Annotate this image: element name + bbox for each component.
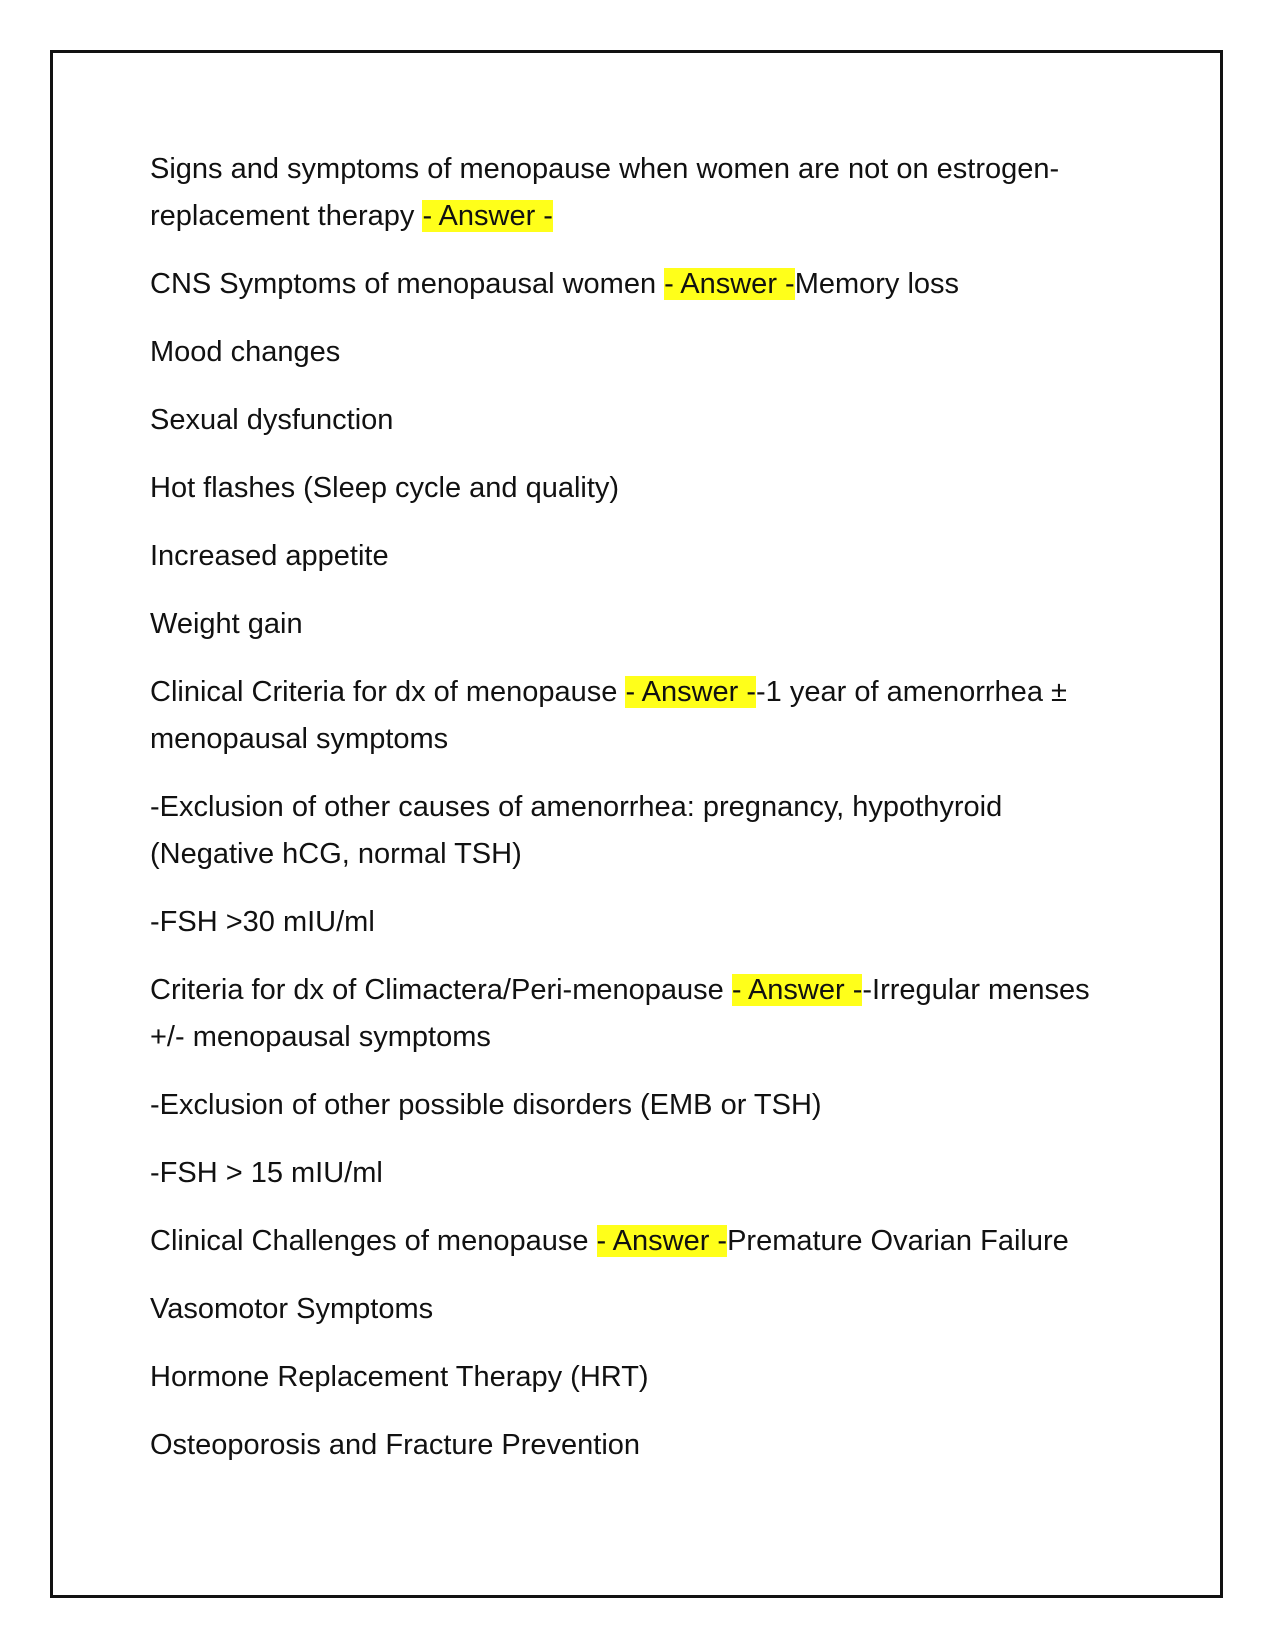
list-item: [150, 1082, 1130, 1129]
paragraph-text: -Exclusion of other causes of amenorrhea: pregnancy, hypothyroid (Negative hCG, normal TSH): [150, 791, 1003, 870]
answer-highlight: - Answer -: [422, 200, 553, 232]
paragraph-text: Increased appetite: [150, 540, 389, 572]
answer-highlight: - Answer -: [664, 268, 795, 300]
document-body: [150, 146, 1130, 1490]
list-item: [150, 601, 1130, 648]
paragraph-text: Vasomotor Symptoms: [150, 1293, 434, 1325]
answer-highlight: - Answer -: [625, 676, 757, 708]
list-item: [150, 1286, 1130, 1333]
paragraph-text: Mood changes: [150, 336, 341, 368]
paragraph-text: Clinical Challenges of menopause: [150, 1225, 597, 1257]
paragraph-text: -FSH > 15 mIU/ml: [150, 1157, 383, 1189]
list-item: [150, 533, 1130, 580]
paragraph-text: -Exclusion of other possible disorders (EMB or TSH): [150, 1089, 822, 1121]
paragraph-clinical-challenges: [150, 1218, 1130, 1265]
paragraph-perimenopause-criteria: [150, 967, 1130, 1061]
paragraph-text: Sexual dysfunction: [150, 404, 394, 436]
paragraph-text: Premature Ovarian Failure: [727, 1225, 1069, 1257]
list-item: [150, 1354, 1130, 1401]
paragraph-text: Hot flashes (Sleep cycle and quality): [150, 472, 620, 504]
list-item: [150, 784, 1130, 878]
paragraph-text: Signs and symptoms of menopause when women are not on estrogen-replacement therapy: [150, 153, 1060, 232]
paragraph-text: Memory loss: [794, 268, 960, 300]
list-item: [150, 1150, 1130, 1197]
paragraph-text: Hormone Replacement Therapy (HRT): [150, 1361, 649, 1393]
paragraph-signs-symptoms: [150, 146, 1130, 240]
paragraph-text: -1 year of amenorrhea ± menopausal symptoms: [150, 676, 1067, 755]
list-item: [150, 397, 1130, 444]
paragraph-text: Criteria for dx of Climactera/Peri-menopause: [150, 974, 732, 1006]
paragraph-text: Clinical Criteria for dx of menopause: [150, 676, 626, 708]
paragraph-cns-symptoms: [150, 261, 1130, 308]
list-item: [150, 465, 1130, 512]
paragraph-text: Weight gain: [150, 608, 303, 640]
answer-highlight: - Answer -: [596, 1225, 728, 1257]
answer-highlight: - Answer -: [731, 974, 863, 1006]
paragraph-text: CNS Symptoms of menopausal women: [150, 268, 665, 300]
paragraph-text: -FSH >30 mIU/ml: [150, 906, 375, 938]
list-item: [150, 329, 1130, 376]
paragraph-text: -Irregular menses +/- menopausal symptoms: [150, 974, 1090, 1053]
list-item: [150, 899, 1130, 946]
paragraph-clinical-criteria: [150, 669, 1130, 763]
paragraph-text: Osteoporosis and Fracture Prevention: [150, 1429, 641, 1461]
list-item: [150, 1422, 1130, 1469]
